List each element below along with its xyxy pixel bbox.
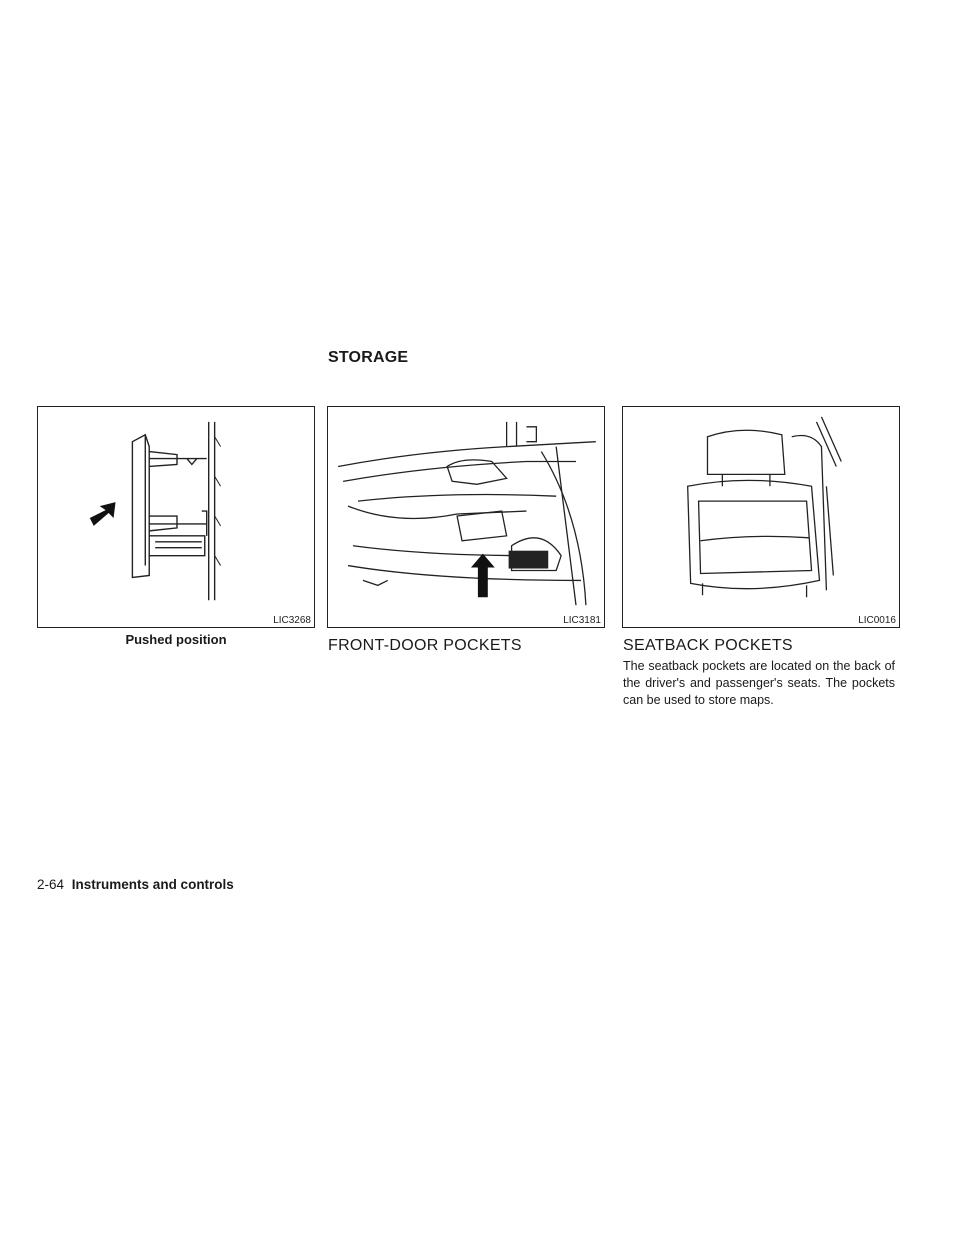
figure-code: LIC0016 — [858, 615, 896, 626]
footer-section-name: Instruments and controls — [71, 877, 234, 892]
arrow-icon — [90, 502, 116, 526]
figure-caption: Pushed position — [125, 632, 227, 647]
figure-seatback-pocket — [622, 406, 900, 628]
seatback-pockets-body: The seatback pockets are located on the back of the driver's and passenger's seats. The pockets can be used to store maps. — [623, 659, 895, 707]
figure-front-door-pocket — [327, 406, 605, 628]
seatback-illustration — [623, 407, 899, 627]
page-footer — [37, 877, 234, 892]
figure-pushed-position — [37, 406, 315, 628]
figure-code: LIC3181 — [563, 615, 601, 626]
arrow-icon — [471, 554, 495, 598]
front-door-pockets-heading: FRONT-DOOR POCKETS — [328, 637, 522, 654]
section-heading: STORAGE — [328, 349, 409, 366]
page-number: 2-64 — [37, 877, 65, 892]
cupholder-illustration — [38, 407, 314, 627]
figure-code: LIC3268 — [273, 615, 311, 626]
seatback-pockets-heading: SEATBACK POCKETS — [623, 637, 793, 654]
door-panel-illustration — [328, 407, 604, 627]
